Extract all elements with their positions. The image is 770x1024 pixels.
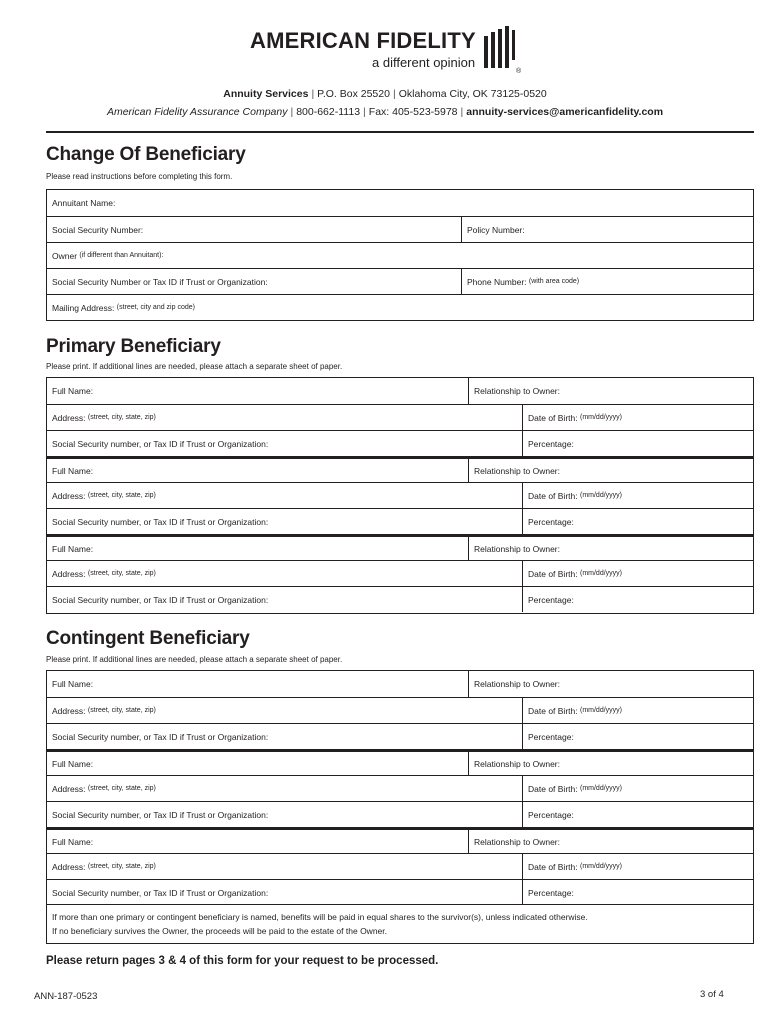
beneficiary-address-row bbox=[47, 697, 753, 723]
address-line-2 bbox=[0, 106, 770, 118]
address-label: Address: bbox=[52, 705, 86, 716]
beneficiary-name-row bbox=[47, 827, 753, 853]
po-box: P.O. Box 25520 bbox=[317, 88, 390, 100]
primary-beneficiary-box bbox=[46, 377, 754, 614]
form-number: ANN-187-0523 bbox=[34, 991, 98, 1002]
owner-hint: (if different than Annuitant): bbox=[79, 252, 164, 259]
percentage-label: Percentage: bbox=[528, 594, 574, 605]
ssn-tax-field[interactable] bbox=[47, 802, 522, 827]
ssn-tax-field[interactable] bbox=[47, 509, 522, 534]
dob-label: Date of Birth: bbox=[528, 568, 578, 579]
notice-line-1: If more than one primary or contingent beneficiary is named, benefits will be paid in equal shares to the survivor(s), unless indicated otherwise. bbox=[52, 912, 588, 922]
dob-hint: (mm/dd/yyyy) bbox=[579, 707, 622, 714]
beneficiary-name-row bbox=[47, 534, 753, 560]
ssn-tax-label: Social Security number, or Tax ID if Trust or Organization: bbox=[52, 887, 269, 898]
contingent-beneficiary-title: Contingent Beneficiary bbox=[46, 628, 250, 649]
logo-bars-icon bbox=[482, 26, 522, 74]
separator: | bbox=[290, 106, 294, 118]
primary-beneficiary-title: Primary Beneficiary bbox=[46, 336, 221, 357]
address-label: Address: bbox=[52, 568, 86, 579]
address-hint: (street, city, state, zip) bbox=[87, 570, 156, 577]
beneficiary-ssn-row bbox=[47, 879, 753, 905]
full-name-label: Full Name: bbox=[52, 836, 94, 847]
address-line-1 bbox=[0, 88, 770, 100]
owner-ssn-phone-row bbox=[47, 268, 753, 294]
beneficiary-address-row bbox=[47, 404, 753, 430]
address-label: Address: bbox=[52, 412, 86, 423]
dob-field[interactable] bbox=[522, 483, 753, 508]
ssn-tax-field[interactable] bbox=[47, 587, 522, 612]
policy-number-label: Policy Number: bbox=[467, 224, 525, 235]
separator: | bbox=[311, 88, 315, 100]
beneficiary-name-row bbox=[47, 456, 753, 482]
change-of-beneficiary-title: Change Of Beneficiary bbox=[46, 144, 246, 165]
policy-number-field[interactable] bbox=[461, 217, 753, 242]
address-field[interactable] bbox=[47, 854, 522, 879]
header-divider bbox=[46, 131, 754, 133]
phone-hint: (with area code) bbox=[528, 278, 580, 285]
return-instructions: Please return pages 3 & 4 of this form for your request to be processed. bbox=[46, 955, 439, 967]
percentage-label: Percentage: bbox=[528, 731, 574, 742]
owner-label: Owner bbox=[52, 250, 78, 261]
address-field[interactable] bbox=[47, 561, 522, 586]
dob-label: Date of Birth: bbox=[528, 783, 578, 794]
company-logo bbox=[250, 26, 530, 76]
dept-name: Annuity Services bbox=[223, 88, 309, 100]
full-name-label: Full Name: bbox=[52, 758, 94, 769]
percentage-field[interactable] bbox=[522, 802, 753, 827]
relationship-label: Relationship to Owner: bbox=[474, 836, 560, 847]
relationship-field[interactable] bbox=[468, 459, 753, 482]
address-hint: (street, city, state, zip) bbox=[87, 414, 156, 421]
notice-line-2: If no beneficiary survives the Owner, the proceeds will be paid to the estate of the Owner. bbox=[52, 926, 387, 936]
ssn-field[interactable] bbox=[47, 217, 461, 242]
address-field[interactable] bbox=[47, 483, 522, 508]
primary-instructions: Please print. If additional lines are needed, please attach a separate sheet of paper. bbox=[46, 362, 343, 371]
address-label: Address: bbox=[52, 783, 86, 794]
email-address: annuity-services@americanfidelity.com bbox=[466, 106, 664, 118]
dob-label: Date of Birth: bbox=[528, 705, 578, 716]
percentage-label: Percentage: bbox=[528, 887, 574, 898]
separator: | bbox=[363, 106, 366, 118]
company-name: American Fidelity Assurance Company bbox=[106, 106, 288, 118]
relationship-field[interactable] bbox=[468, 752, 753, 775]
address-hint: (street, city, state, zip) bbox=[87, 863, 156, 870]
change-instructions: Please read instructions before completing this form. bbox=[46, 172, 233, 181]
relationship-field[interactable] bbox=[468, 830, 753, 853]
logo-tagline: a different opinion bbox=[372, 55, 476, 70]
ssn-tax-label: Social Security number, or Tax ID if Trust or Organization: bbox=[52, 731, 269, 742]
ssn-tax-field[interactable] bbox=[47, 880, 522, 905]
ssn-tax-field[interactable] bbox=[47, 724, 522, 749]
beneficiary-address-row bbox=[47, 482, 753, 508]
fax-number: Fax: 405-523-5978 bbox=[368, 106, 458, 118]
dob-field[interactable] bbox=[522, 561, 753, 586]
beneficiary-address-row bbox=[47, 853, 753, 879]
percentage-label: Percentage: bbox=[528, 438, 574, 449]
beneficiary-name-row bbox=[47, 378, 753, 404]
mailing-row bbox=[47, 294, 753, 320]
full-name-field[interactable] bbox=[47, 830, 468, 853]
dob-hint: (mm/dd/yyyy) bbox=[579, 492, 622, 499]
mailing-hint: (street, city and zip code) bbox=[116, 304, 195, 311]
owner-field[interactable] bbox=[47, 243, 753, 268]
relationship-label: Relationship to Owner: bbox=[474, 465, 560, 476]
address-label: Address: bbox=[52, 861, 86, 872]
owner-ssn-field[interactable] bbox=[47, 269, 461, 294]
full-name-label: Full Name: bbox=[52, 679, 94, 689]
relationship-field[interactable] bbox=[468, 671, 753, 697]
full-name-field[interactable] bbox=[47, 671, 468, 697]
beneficiary-ssn-row bbox=[47, 801, 753, 827]
ssn-tax-label: Social Security number, or Tax ID if Trust or Organization: bbox=[52, 594, 269, 605]
address-label: Address: bbox=[52, 490, 86, 501]
percentage-field[interactable] bbox=[522, 880, 753, 905]
dob-label: Date of Birth: bbox=[528, 490, 578, 501]
beneficiary-address-row bbox=[47, 560, 753, 586]
ssn-label: Social Security Number: bbox=[52, 224, 144, 235]
page-number: 3 of 4 bbox=[700, 989, 724, 1000]
address-field[interactable] bbox=[47, 405, 522, 430]
dob-field[interactable] bbox=[522, 405, 753, 430]
relationship-label: Relationship to Owner: bbox=[474, 543, 560, 554]
relationship-label: Relationship to Owner: bbox=[474, 386, 560, 396]
contingent-instructions: Please print. If additional lines are needed, please attach a separate sheet of paper. bbox=[46, 655, 343, 664]
dob-field[interactable] bbox=[522, 854, 753, 879]
phone-label: Phone Number: bbox=[467, 276, 527, 287]
ssn-tax-label: Social Security number, or Tax ID if Trust or Organization: bbox=[52, 438, 269, 449]
percentage-field[interactable] bbox=[522, 431, 753, 456]
percentage-field[interactable] bbox=[522, 509, 753, 534]
full-name-field[interactable] bbox=[47, 537, 468, 560]
contingent-beneficiary-box bbox=[46, 670, 754, 905]
beneficiary-ssn-row bbox=[47, 508, 753, 534]
address-hint: (street, city, state, zip) bbox=[87, 707, 156, 714]
percentage-field[interactable] bbox=[522, 724, 753, 749]
dob-hint: (mm/dd/yyyy) bbox=[579, 414, 622, 421]
annuitant-info-box bbox=[46, 189, 754, 321]
beneficiary-address-row bbox=[47, 775, 753, 801]
dob-hint: (mm/dd/yyyy) bbox=[579, 863, 622, 870]
relationship-field[interactable] bbox=[468, 537, 753, 560]
address-hint: (street, city, state, zip) bbox=[87, 785, 156, 792]
dob-hint: (mm/dd/yyyy) bbox=[579, 570, 622, 577]
dob-field[interactable] bbox=[522, 698, 753, 723]
dob-field[interactable] bbox=[522, 776, 753, 801]
beneficiary-ssn-row bbox=[47, 430, 753, 456]
full-name-field[interactable] bbox=[47, 459, 468, 482]
owner-row bbox=[47, 242, 753, 268]
mailing-label: Mailing Address: bbox=[52, 302, 115, 313]
ssn-policy-row bbox=[47, 216, 753, 242]
beneficiary-ssn-row bbox=[47, 586, 753, 612]
full-name-label: Full Name: bbox=[52, 465, 94, 476]
beneficiary-name-row bbox=[47, 749, 753, 775]
ssn-tax-label: Social Security number, or Tax ID if Trust or Organization: bbox=[52, 516, 269, 527]
registered-mark: ® bbox=[516, 68, 522, 74]
owner-ssn-label: Social Security Number or Tax ID if Trust or Organization: bbox=[52, 276, 268, 287]
phone-field[interactable] bbox=[461, 269, 753, 294]
dob-label: Date of Birth: bbox=[528, 412, 578, 423]
separator: | bbox=[460, 106, 464, 118]
full-name-field[interactable] bbox=[47, 378, 468, 404]
separator: | bbox=[392, 88, 396, 100]
percentage-label: Percentage: bbox=[528, 516, 574, 527]
beneficiary-notice bbox=[46, 904, 754, 944]
full-name-field[interactable] bbox=[47, 752, 468, 775]
ssn-tax-label: Social Security number, or Tax ID if Trust or Organization: bbox=[52, 809, 269, 820]
full-name-label: Full Name: bbox=[52, 386, 94, 396]
dob-hint: (mm/dd/yyyy) bbox=[579, 785, 622, 792]
annuitant-name-row bbox=[47, 190, 753, 216]
address-field[interactable] bbox=[47, 698, 522, 723]
ssn-tax-field[interactable] bbox=[47, 431, 522, 456]
mailing-address-field[interactable] bbox=[47, 295, 753, 320]
beneficiary-ssn-row bbox=[47, 723, 753, 749]
annuitant-name-field[interactable] bbox=[47, 190, 753, 216]
percentage-field[interactable] bbox=[522, 587, 753, 612]
full-name-label: Full Name: bbox=[52, 543, 94, 554]
address-field[interactable] bbox=[47, 776, 522, 801]
logo-wordmark: AMERICAN FIDELITY bbox=[250, 28, 476, 53]
annuitant-name-label: Annuitant Name: bbox=[52, 198, 116, 208]
dob-label: Date of Birth: bbox=[528, 861, 578, 872]
phone-number: 800-662-1113 bbox=[296, 106, 361, 118]
address-hint: (street, city, state, zip) bbox=[87, 492, 156, 499]
percentage-label: Percentage: bbox=[528, 809, 574, 820]
relationship-label: Relationship to Owner: bbox=[474, 679, 560, 689]
relationship-label: Relationship to Owner: bbox=[474, 758, 560, 769]
relationship-field[interactable] bbox=[468, 378, 753, 404]
city-address: Oklahoma City, OK 73125-0520 bbox=[398, 88, 547, 100]
beneficiary-name-row bbox=[47, 671, 753, 697]
